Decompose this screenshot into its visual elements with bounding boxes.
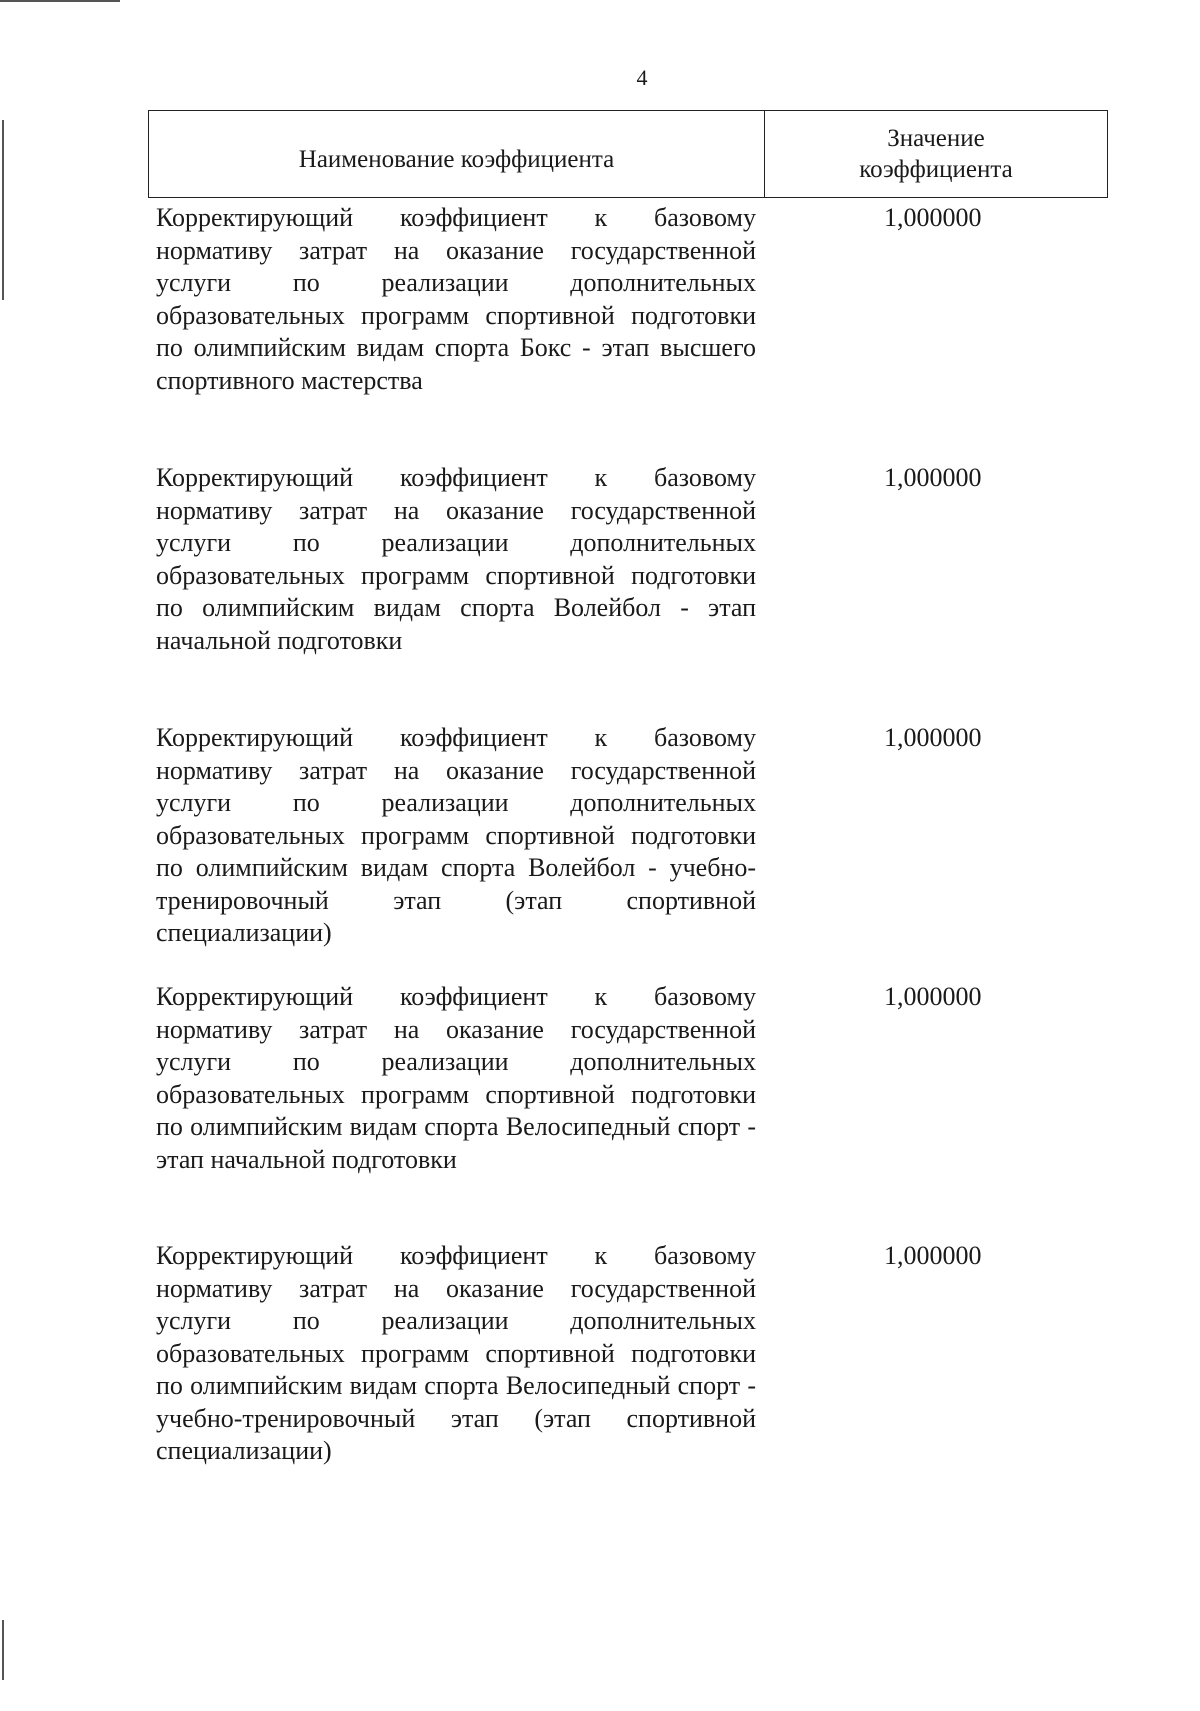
header-coefficient-value: Значение коэффициента xyxy=(859,125,1013,183)
coefficient-name: Корректирующий коэффициент к базовому нормативу затрат на оказание государственной услуги по реализации дополнительных образовательных программ спортивной подготовки по олимпийским видам спорта Велосипедный спорт - этап начальной подготовки xyxy=(156,982,756,1174)
scan-edge-line-left-lower xyxy=(2,1620,4,1680)
coefficient-name: Корректирующий коэффициент к базовому нормативу затрат на оказание государственной услуги по реализации дополнительных образовательных программ спортивной подготовки по олимпийским видам спорта Волейбол - учебно-тренировочный этап (этап спортивной специализации) xyxy=(156,723,756,947)
coefficient-value: 1,000000 xyxy=(884,982,982,1011)
coefficient-value: 1,000000 xyxy=(884,1241,982,1270)
coefficient-name: Корректирующий коэффициент к базовому нормативу затрат на оказание государственной услуги по реализации дополнительных образовательных программ спортивной подготовки по олимпийским видам спорта Велосипедный спорт - учебно-тренировочный этап (этап спортивной специализации) xyxy=(156,1241,756,1465)
coefficient-name: Корректирующий коэффициент к базовому нормативу затрат на оказание государственной услуги по реализации дополнительных образовательных программ спортивной подготовки по олимпийским видам спорта Волейбол - этап начальной подготовки xyxy=(156,463,756,655)
coefficient-name: Корректирующий коэффициент к базовому нормативу затрат на оказание государственной услуги по реализации дополнительных образовательных программ спортивной подготовки по олимпийским видам спорта Бокс - этап высшего спортивного мастерства xyxy=(156,203,756,395)
scan-edge-line-left xyxy=(2,120,4,300)
coefficient-value: 1,000000 xyxy=(884,463,982,492)
coefficient-value: 1,000000 xyxy=(884,723,982,752)
scan-edge-line-top xyxy=(0,0,120,2)
coefficient-value: 1,000000 xyxy=(884,203,982,232)
page-number: 4 xyxy=(636,65,648,90)
table-header xyxy=(148,110,1108,198)
header-coefficient-name: Наименование коэффициента xyxy=(149,111,765,197)
